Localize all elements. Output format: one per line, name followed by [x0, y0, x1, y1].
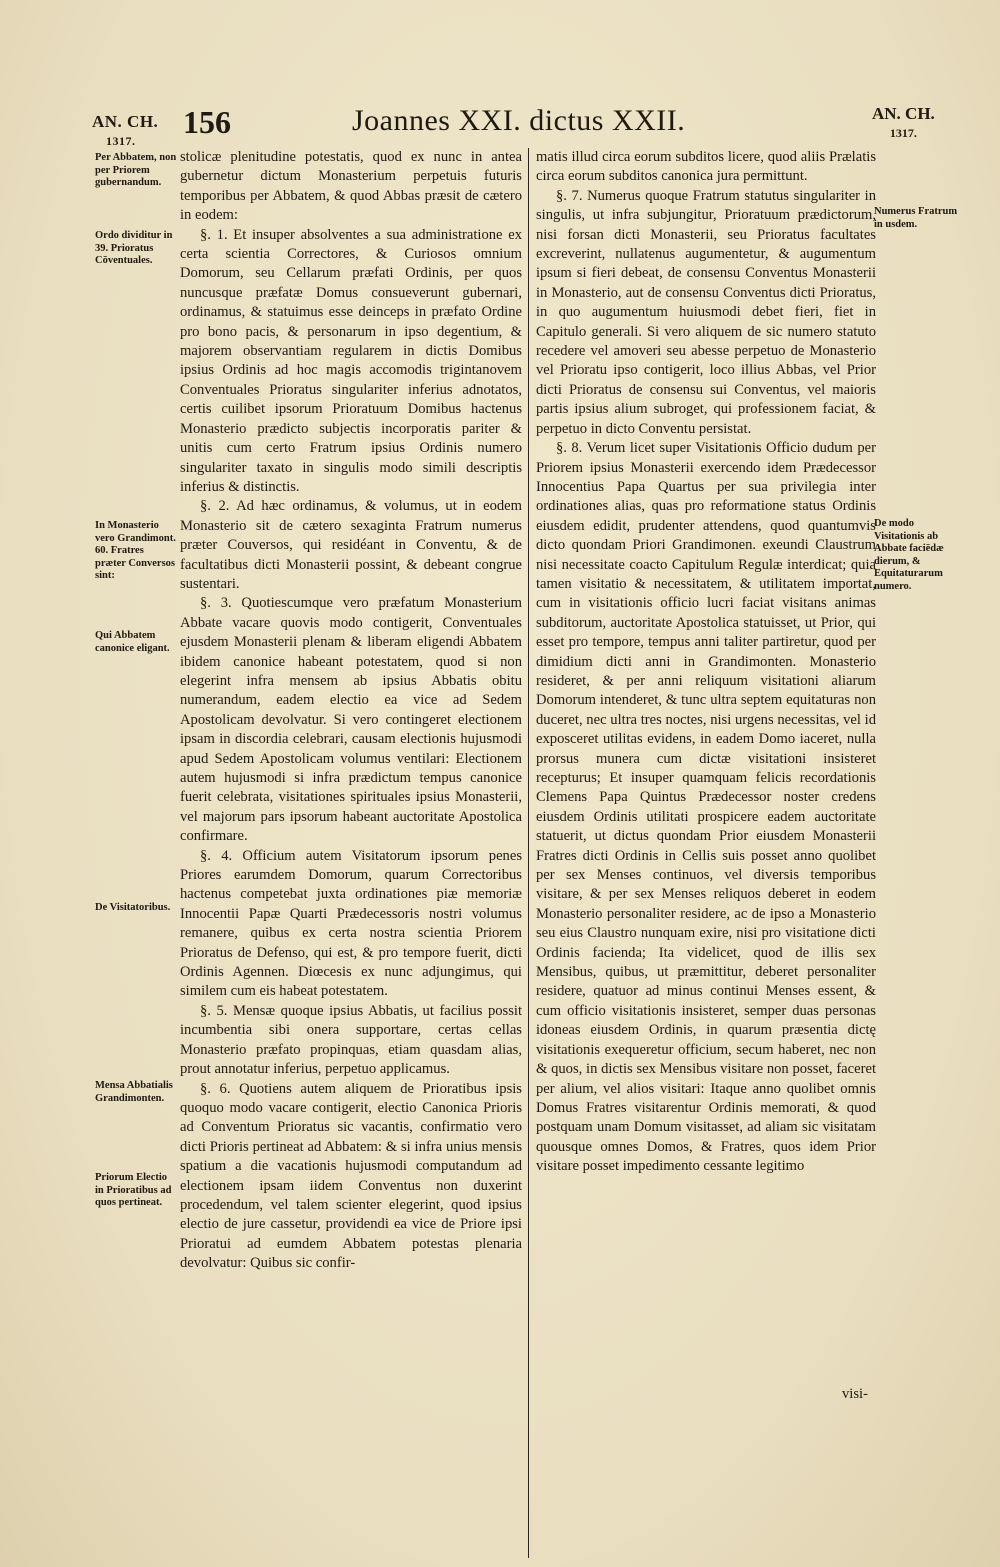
paragraph: §. 8. Verum licet super Visitationis Officio dudum per Priorem ipsius Monasterii exercendo idem Prædecessor Innocentius Papa Quartus per sua privilegia inter ordinationes alias, quas pro reformatione status Ordinis eiusdem edidit, prudenter attendens, quod quantumvis dicto quondam Priori Grandimonen. exeundi Claustrum nisi necessitate coacto Capitulum Regulæ interdicat; quia tamen visitatio & necessitatem, & utilitatem importat, cum in visitationis officio lucri faciat visitans animas subditorum, auctoritate Apostolica statuisset, ut Prior, qui esset pro tempore, tempus anni taliter partiretur, quod per dimidium dicti anni in Grandimonten. Monasterio resideret, & per anni reliquum visitationi aliarum Domorum intenderet, & tunc ultra septem equitaturas non duceret, nec ultra tres noctes, nisi urgens necessitas, vel id exposceret utilitas evidens, in eadem Domo iaceret, nulla prorsus munera cum dictæ visitationi insisteret recepturus; Et insuper quamquam felicis recordationis Clemens Papa Quintus Prædecessor noster credens eiusdem Ordinis utilitati prospicere eadem auctoritate statuerit, ut dictus quondam Prior eiusdem Monasterii Fratres dicti Ordinis in Cellis suis posset anno quolibet per sex Menses continuos, vel diversis temporibus visitare, & per sex Menses reliquos deberet in eodem Monasterio personaliter residere, ac de ipso a Monasterio seu eius Claustro nunquam exire, nisi pro visitatione dicti Ordinis facienda; Ita videlicet, quod de illis sex Mensibus, quibus, ut præmittitur, deberet personaliter residere, quatuor ad minus continui Menses essent, & cum officio visitationis insisteret, semper duas personas idoneas eiusdem Ordinis, in quarum præsentia dictę visitationis exequeretur officium, secum haberet, nec non & quos, in dictis sex Mensibus visitare non posset, faceret per alium, vel alios visitari: Itaque anno quolibet omnis Domus Fratres visitarentur Ordinis memorati, & quod postquam unam Domum visitasset, ad aliam sic visitatam quousque omnes Domos, & Fratres, quos idem Prior visitare posset impedimento cessante legitimo [536, 440, 876, 1175]
margin-note: Numerus Fratrum in usdem. [874, 206, 958, 230]
paragraph: §. 3. Quotiescumque vero præfatum Monasterium Abbate vacare quovis modo contigerit, Conventuales ejusdem Monasterii plenam & liberam eligendi Abbatem ibidem canonice habeant potestatem, quod si non elegerint infra mensem ab ipsius Abbatis obitu numerandum, eadem electio ea vice ad Sedem Apostolicam devolvatur. Si vero contingeret electionem ipsam in discordia celebrari, causam electionis hujusmodi apud Sedem Apostolicam volumus ventilari: Electionem autem hujusmodi si infra prædictum tempus canonice fuerit celebrata, visitationes spirituales ipsius Monasterii, vel majorum pars ipsorum habeant auctoritate Apostolica confirmare. [180, 595, 522, 845]
left-text-column [180, 148, 522, 1274]
paragraph: stolicæ plenitudine potestatis, quod ex nunc in antea gubernetur dictum Monasterium perpetuis futuris temporibus per Abbatem, & quod Abbas præsit de cætero in eodem: [180, 149, 522, 224]
margin-note: Ordo dividitur in 39. Prioratus Cōventuales. [95, 230, 173, 266]
margin-note: Mensa Abbatialis Grandimonten. [95, 1080, 173, 1104]
paragraph: §. 2. Ad hæc ordinamus, & volumus, ut in eodem Monasterio sit de cætero sexaginta Fratrum numerus præter Couversos, qui residéant in Conventu, & de facultatibus dicti Monasterii possint, & debeant congrue sustentari. [180, 498, 522, 592]
running-title: Joannes XXI. dictus XXII. [352, 104, 686, 137]
header-year-value-right: 1317. [889, 126, 917, 140]
paragraph: §. 1. Et insuper absolventes a sua administratione ex certa scientia Correctores, & Curiosos omnium Domorum, seu Cellarum præfati Ordinis, per quos nuncusque præfatæ Domus consueverunt gubernari, ordinamus, & statuimus esse deinceps in præfato Ordine pro bono pacis, & personarum in ipso degentium, & majorem observantiam regularem in dictis Domibus ipsius Ordinis ad hoc magis accomodis trigintanovem Conventuales Prioratus singulariter inferius adnotatos, certis cuilibet ipsorum Prioratuum Domibus hactenus Monasterio prædicto subjectis incorporatis pariter & unitis cum certo Fratrum ipsius Ordinis numero singulariter taxato in singulis modo simili descriptis inferius & distinctis. [180, 226, 522, 495]
header-year-value-left: 1317. [106, 134, 136, 148]
margin-note: In Monasterio vero Grandimont. 60. Fratres præter Conversos sint: [95, 520, 176, 581]
right-text-column [536, 148, 876, 1177]
margin-note: De Visitatoribus. [95, 902, 171, 913]
catchword: visi- [842, 1386, 868, 1402]
header-year-right [872, 104, 935, 141]
header-label-left: AN. CH. [92, 112, 159, 131]
paragraph: §. 5. Mensæ quoque ipsius Abbatis, ut facilius possit incumbentia sibi onera supportare, certas cellas Monasterio præfato propinquas, etiam quasdam alias, prout annotatur inferius, perpetuo applicamus. [180, 1002, 522, 1078]
page-number: 156 [183, 104, 231, 140]
paragraph: §. 6. Quotiens autem aliquem de Prioratibus ipsis quoquo modo vacare contigerit, electio Canonica Prioris ad Conventum Prioratus sic vacantis, confirmatio vero dicti Prioris pertineat ad Abbatem: & si infra unius mensis spatium a die vacationis hujusmodi computandum ad electionem ipsam iidem Conventus non duxerint procedendum, vel talem scienter elegerint, quod ipsius electio de jure cassetur, providendi ea vice de Priore ipsi Prioratui ad eumdem Abbatem potestas plenaria devolvatur: Quibus sic confir- [180, 1080, 522, 1272]
header-label-right: AN. CH. [872, 104, 935, 123]
paragraph: §. 7. Numerus quoque Fratrum statutus singulariter in singulis, ut infra subjungitur, Prioratuum prædictorum, nisi forsan dicti Monasterii, seu Prioratus facultates excreverint, nullatenus augumentetur, & augumentum ipsum si fieri debeat, de consensu Conventus Monasterii in Monasterio, aut de consensu Conventus dicti Prioratus, in quo augumentum huiusmodi debet fieri, fiet in Capitulo generali. Si vero aliquem de sic numero statuto recedere vel amoveri seu abesse perpetuo de Monasterio vel Prioratu ipso contigerit, loco illius Abbas, vel Prior dicti Prioratus de consensu sui Conventus, vel maioris partis ipsius alium subroget, qui professionem faciat, & perpetuo in dicto Conventu persistat. [536, 187, 876, 437]
paragraph: §. 4. Officium autem Visitatorum ipsorum penes Priores earumdem Domorum, quarum Correctoribus hactenus competebat juxta ordinationes piæ memoriæ Innocentii Papæ Quarti Prædecessoris nostri volumus remanere, quibus ex certa nostra scientia Priorem Prioratus de Defenso, qui est, & pro tempore fuerit, dicti Ordinis Agennen. Diœcesis ex nunc adjungimus, qui similem cum eis habeat potestatem. [180, 847, 522, 1000]
header-year-left [92, 112, 158, 149]
margin-note: Qui Abbatem canonice eligant. [95, 630, 170, 654]
margin-note: De modo Visitationis ab Abbate faciēdæ dierum, & Equitaturarum numero. [874, 518, 944, 592]
paragraph: matis illud circa eorum subditos licere, quod aliis Prælatis circa eorum subditos canonica jura permittunt. [536, 149, 876, 185]
margin-note: Per Abbatem, non per Priorem gubernandum. [95, 152, 177, 188]
column-rule [528, 148, 529, 1558]
margin-note: Priorum Electio in Prioratibus ad quos pertineat. [95, 1172, 172, 1208]
